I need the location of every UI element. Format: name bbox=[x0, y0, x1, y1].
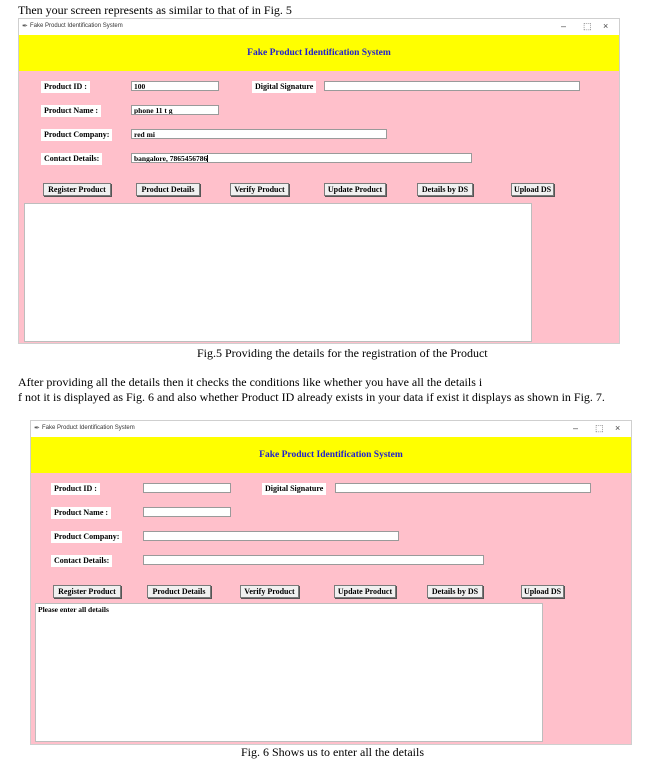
contact-details-label: Contact Details: bbox=[51, 555, 112, 567]
product-company-input[interactable]: red mi bbox=[131, 129, 387, 139]
register-product-button[interactable]: Register Product bbox=[53, 585, 121, 598]
contact-details-input[interactable] bbox=[131, 153, 472, 163]
fig5-caption: Fig.5 Providing the details for the registration of the Product bbox=[197, 346, 488, 360]
upload-ds-button[interactable]: Upload DS bbox=[511, 183, 554, 196]
feather-icon: ✒ bbox=[34, 425, 40, 432]
product-id-input[interactable] bbox=[143, 483, 231, 493]
details-by-ds-button[interactable]: Details by DS bbox=[417, 183, 473, 196]
product-name-label: Product Name : bbox=[51, 507, 111, 519]
fig6-titlebar bbox=[31, 421, 631, 437]
fig6-caption: Fig. 6 Shows us to enter all the details bbox=[241, 745, 424, 759]
text-cursor bbox=[207, 155, 208, 163]
minimize-button[interactable]: – bbox=[573, 423, 579, 433]
product-id-input[interactable]: 100 bbox=[131, 81, 219, 91]
details-by-ds-button[interactable]: Details by DS bbox=[427, 585, 483, 598]
window-title: Fake Product Identification System bbox=[30, 23, 123, 29]
product-name-input[interactable] bbox=[143, 507, 231, 517]
fig5-window bbox=[18, 18, 620, 344]
verify-product-button[interactable]: Verify Product bbox=[240, 585, 299, 598]
close-button[interactable]: × bbox=[615, 423, 621, 433]
product-details-button[interactable]: Product Details bbox=[136, 183, 200, 196]
fig6-window bbox=[30, 420, 632, 745]
product-company-input[interactable] bbox=[143, 531, 399, 541]
app-heading: Fake Product Identification System bbox=[31, 437, 631, 473]
contact-details-value: bangalore, 7865456786 bbox=[134, 154, 208, 163]
maximize-button[interactable]: ⬚ bbox=[595, 423, 604, 433]
app-heading: Fake Product Identification System bbox=[19, 35, 619, 71]
fig5-titlebar bbox=[19, 19, 619, 35]
product-name-label: Product Name : bbox=[41, 105, 101, 117]
contact-details-input[interactable] bbox=[143, 555, 484, 565]
verify-product-button[interactable]: Verify Product bbox=[230, 183, 289, 196]
intro-text: Then your screen represents as similar to that of in Fig. 5 bbox=[18, 3, 292, 17]
digital-signature-label: Digital Signature bbox=[262, 483, 326, 495]
minimize-button[interactable]: – bbox=[561, 21, 567, 31]
paragraph-line-1: After providing all the details then it checks the conditions like whether you have all the details i bbox=[18, 375, 483, 389]
digital-signature-input[interactable] bbox=[324, 81, 580, 91]
product-details-button[interactable]: Product Details bbox=[147, 585, 211, 598]
upload-ds-button[interactable]: Upload DS bbox=[521, 585, 564, 598]
product-id-label: Product ID : bbox=[51, 483, 100, 495]
register-product-button[interactable]: Register Product bbox=[43, 183, 111, 196]
update-product-button[interactable]: Update Product bbox=[324, 183, 386, 196]
close-button[interactable]: × bbox=[603, 21, 609, 31]
product-company-label: Product Company: bbox=[41, 129, 112, 141]
window-title: Fake Product Identification System bbox=[42, 425, 135, 431]
explanation-paragraph bbox=[18, 375, 605, 405]
digital-signature-input[interactable] bbox=[335, 483, 591, 493]
product-name-input[interactable]: phone 11 t g bbox=[131, 105, 219, 115]
feather-icon: ✒ bbox=[22, 23, 28, 30]
output-textarea[interactable] bbox=[24, 203, 532, 342]
output-textarea[interactable]: Please enter all details bbox=[35, 603, 543, 742]
maximize-button[interactable]: ⬚ bbox=[583, 21, 592, 31]
contact-details-label: Contact Details: bbox=[41, 153, 102, 165]
paragraph-line-2: f not it is displayed as Fig. 6 and also whether Product ID already exists in your data if exist it displays as shown in Fig. 7. bbox=[18, 390, 605, 404]
update-product-button[interactable]: Update Product bbox=[334, 585, 396, 598]
digital-signature-label: Digital Signature bbox=[252, 81, 316, 93]
product-company-label: Product Company: bbox=[51, 531, 122, 543]
product-id-label: Product ID : bbox=[41, 81, 90, 93]
